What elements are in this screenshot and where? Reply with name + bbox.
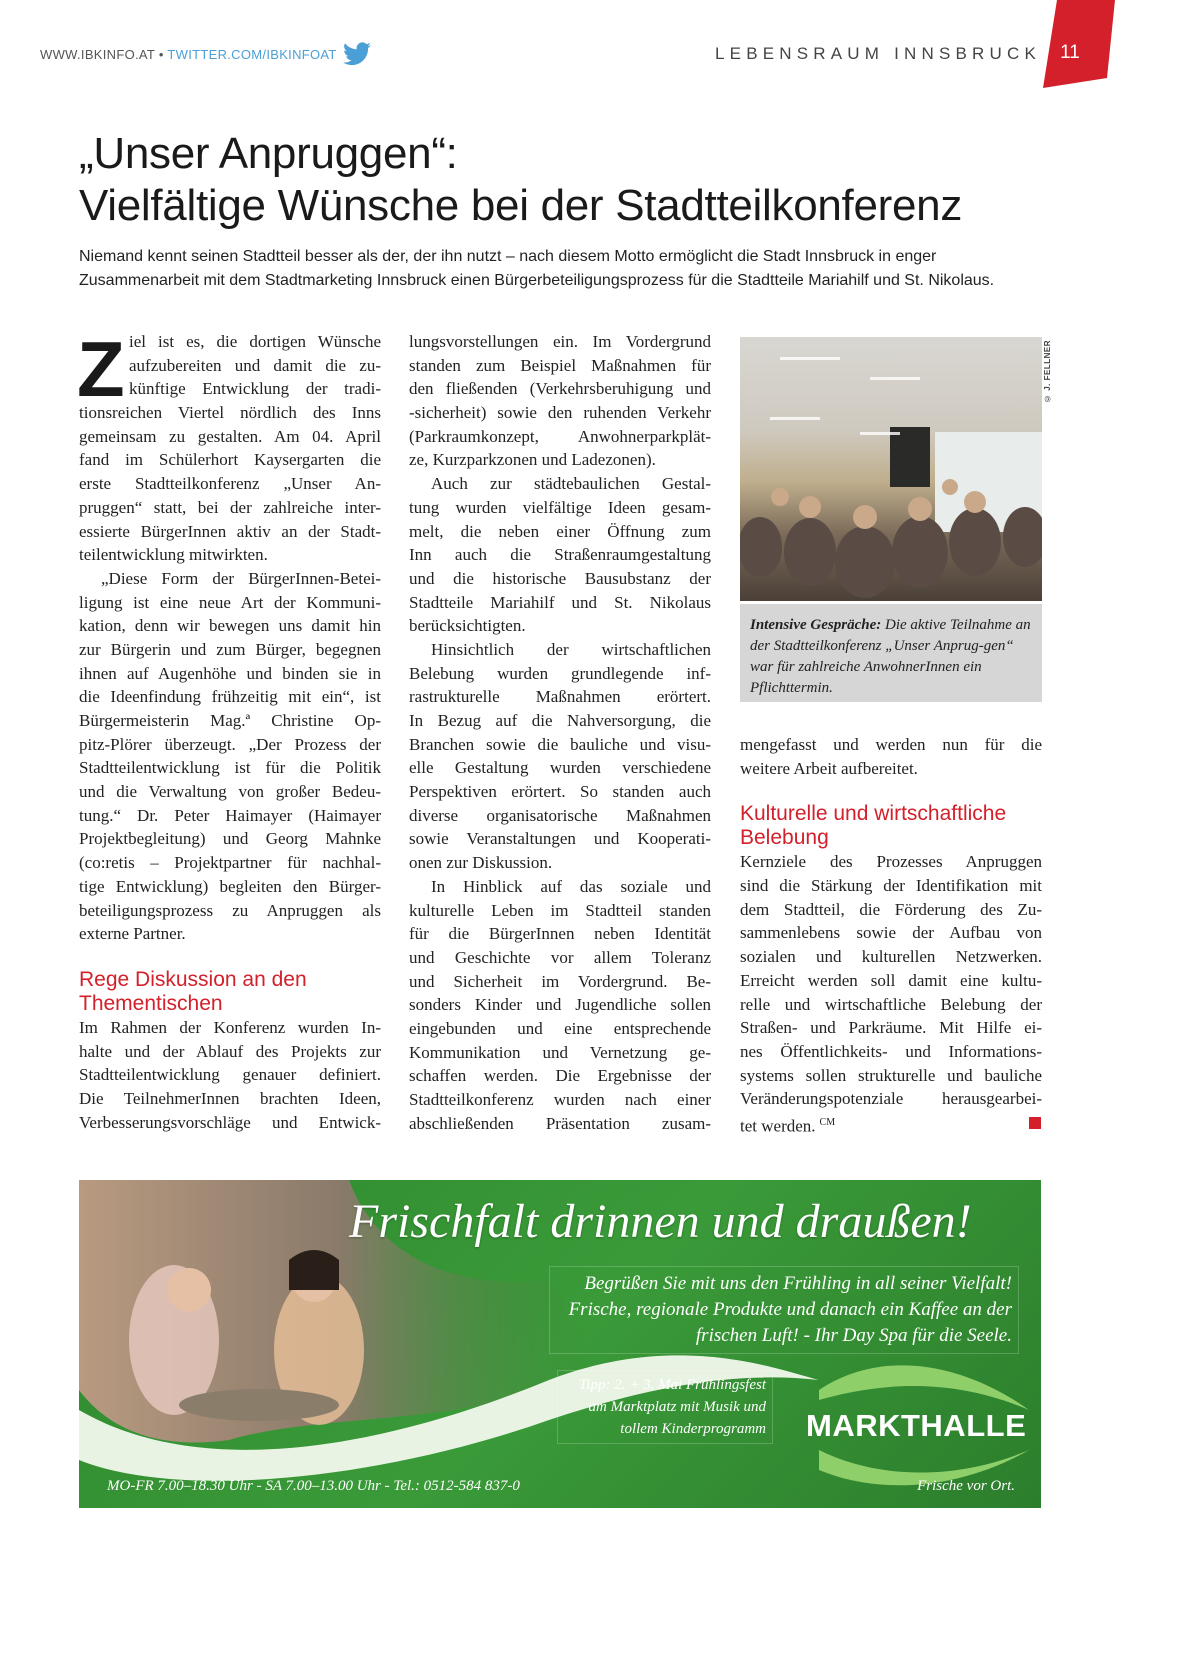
text-line: sonders Kinder und Jugendliche sollen [409,995,711,1015]
text-line: Erreicht werden soll damit eine kultu- [740,970,1042,990]
text-line: iel ist es, die dortigen Wünsche [129,332,381,351]
text-line: Branchen sowie die bauliche und visu- [409,734,711,754]
text-line: tung.“ Dr. Peter Haimayer (Haimayer [79,805,381,825]
text-line: weitere Arbeit aufbereitet. [740,758,918,778]
caption-text: Die aktive Teilnahme an der Stadtteilkonferenz „Unser Anprug-gen“ war für zahlreiche AnwohnerInnen ein Pflichttermin. [750,617,1031,696]
text-line: und Sicherheit im Vordergrund. Be- [409,971,711,991]
text-line: pruggen“ statt, bei der zahlreiche inter- [79,497,381,517]
text-line: künftige Entwicklung der tradi- [129,379,381,399]
text-line: tionsreichen Viertel nördlich des Inns [79,403,381,423]
drop-cap: Z [77,325,125,413]
text-line: Stadtteilkonferenz wurden nach einer [409,1090,711,1109]
lede: Niemand kennt seinen Stadtteil besser als der, der ihn nutzt – nach diesem Motto ermöglicht die Stadt Innsbruck in enger Zusammenarbeit mit dem Stadtmarketing Innsbruck einen Bürgerbeteiligungsprozess für die Stadtteile Mariahilf und St. Nikolaus. [79,248,995,289]
paragraph [77,325,381,567]
text-line: ligung ist eine neue Art der Kommuni- [79,592,381,612]
text-line: für die BürgerInnen neben Identität [409,924,711,944]
text-line: sammenlebens sowie der Aufbau von [740,923,1042,943]
text-line: Verbesserungsvorschläge und Entwick- [79,1112,381,1132]
text-line: Bürgermeisterin Mag.ª Christine Op- [79,711,381,730]
text-line: tung wurden vielfältige Ideen gesam- [409,497,711,517]
text-line: -sicherheit) sowie den ruhenden Verkehr [409,403,711,423]
text-line: externe Partner. [79,924,186,944]
text-line: sowie Veranstaltungen und Kooperati- [409,829,711,849]
text-line: pitz-Plörer überzeugt. „Der Prozess der [79,734,381,754]
paragraph [409,472,711,638]
text-line: lungsvorstellungen ein. Im Vordergrund [409,332,711,351]
subheading-line: Kulturelle und wirtschaftliche [740,802,1007,826]
text-line: Hinsichtlich der wirtschaftlichen [431,639,711,659]
text-line: Stadtteilentwicklung ist für die Politik [79,758,381,778]
text-line: Kommunikation und Vernetzung ge- [409,1042,711,1062]
text-line: beteiligungsprozess zu Anpruggen als [79,900,381,920]
conference-photo [740,337,1042,601]
text-line: Perspektiven erörtert. So standen auch [409,782,711,802]
text-line: rastrukturelle Maßnahmen erörtert. [409,687,711,707]
text-line: die Ideenfindung frühzeitig mit ein“, ist [79,687,381,707]
subheading-line: Belebung [740,826,829,850]
paragraph [79,567,381,946]
text-line: Veränderungspotenziale herausgearbei- [740,1089,1042,1109]
ad-opening-hours: MO-FR 7.00–18.30 Uhr - SA 7.00–13.00 Uhr - Tel.: 0512-584 837-0 [107,1478,520,1494]
text-line: abschließenden Präsentation zusam- [409,1113,711,1133]
text-line: schaffen werden. Die Ergebnisse der [409,1066,711,1086]
text-line: „Diese Form der BürgerInnen-Betei- [101,568,381,588]
text-line: diverse organisatorische Maßnahmen [409,805,711,825]
text-line: standen zum Beispiel Maßnahmen für [409,355,711,375]
text-line: sind die Stärkung der Identifikation mit [740,876,1042,896]
title-line-1: „Unser Anpruggen“: [79,129,458,178]
text-line: mengefasst und werden nun für die [740,735,1042,754]
text-line: tige Entwicklung) begleiten den Bürger- [79,876,381,896]
article-column-3 [740,733,1042,1135]
text-line: ihnen auf Augenhöhe und binden sie in [79,663,381,683]
text-line: Im Rahmen der Konferenz wurden In- [79,1017,381,1037]
text-line: halte und der Ablauf des Projekts zur [79,1041,381,1061]
separator: • [158,47,164,62]
markthalle-advertisement[interactable] [79,1180,1041,1508]
text-line: Die TeilnehmerInnen brachten Ideen, [79,1088,381,1108]
text-line: aufzubereiten und damit die zu- [129,355,381,375]
text-line: eingebunden und eine entsprechende [409,1018,711,1038]
title-line-2: Vielfältige Wünsche bei der Stadtteilkonferenz [79,181,963,230]
twitter-link[interactable]: TWITTER.COM/IBKINFOAT [167,47,337,62]
website-link[interactable]: WWW.IBKINFO.AT [40,47,155,62]
text-line: In Bezug auf die Nahversorgung, die [409,711,711,730]
text-line: Inn auch die Straßenraumgestaltung [409,545,711,565]
paragraph [409,330,711,472]
text-line: gemeinsam zu gestalten. Am 04. April [79,426,381,446]
text-line: (Parkraumkonzept, Anwohnerparkplät- [409,426,711,446]
text-line: kation, denn wir bewegen uns damit hin [79,616,381,636]
ad-headline: Frischfalt drinnen und draußen! [349,1195,972,1248]
text-line: und die historische Bausubstanz der [409,568,711,588]
caption-bold: Intensive Gespräche: [750,617,882,633]
end-mark [1029,1117,1041,1129]
text-line: erste Stadtteilkonferenz „Unser An- [79,474,381,494]
text-line: In Hinblick auf das soziale und [431,876,711,896]
paragraph [409,875,711,1136]
author-initials: CM [819,1116,836,1128]
text-line: dem Stadtteil, die Förderung des Zu- [740,899,1042,919]
text-line: fand im Schülerhort Kaysergarten die [79,450,381,470]
text-line: Belebung wurden grundlegende inf- [409,663,711,683]
text-line: sozialen und kulturellen Netzwerken. [740,947,1042,967]
paragraph [740,850,1042,1134]
text-line: nes Öffentlichkeits- und Informations- [740,1041,1042,1061]
photo-credit: © J. FELLNER [1043,340,1052,404]
text-line: Stadtteilentwicklung genauer definiert. [79,1065,381,1085]
ad-body: Begrüßen Sie mit uns den Frühling in all seiner Vielfalt! Frische, regionale Produkte und danach ein Kaffee an der frischen Luft! - Ihr Day Spa für die Seele. [549,1266,1019,1354]
article-column-2 [409,330,711,1135]
subheading-line: Rege Diskussion an den [79,967,307,991]
article-column-1 [77,325,381,1134]
page-title [79,128,962,232]
subheading-line: Thementischen [79,991,223,1015]
text-line: berücksichtigten. [409,616,526,636]
twitter-bird-icon [343,42,371,66]
markthalle-logo: MARKTHALLE [806,1408,1027,1443]
text-line: zur Bürgerin und zum Bürger, begegnen [79,639,381,659]
text-line: und Geschichte vor allem Toleranz [409,947,711,967]
header-links [40,47,337,62]
ad-slogan: Frische vor Ort. [917,1478,1015,1494]
paragraph [79,1016,381,1134]
text-line: Stadtteile Mariahilf und St. Nikolaus [409,592,711,612]
paragraph [740,733,1042,780]
text-line: Straßen- und Parkräume. Mit Hilfe ei- [740,1018,1042,1038]
text-line: und die Verwaltung von großer Bedeu- [79,782,381,802]
text-line: Projektbegleitung) und Georg Mahnke [79,829,381,849]
text-line: Auch zur städtebaulichen Gestal- [431,474,711,494]
text-line: Kernziele des Prozesses Anpruggen [740,852,1042,872]
text-line: onen zur Diskussion. [409,853,553,873]
text-line: den fließenden (Verkehrsberuhigung und [409,379,711,399]
text-line: ze, Kurzparkzonen und Ladezonen). [409,450,656,470]
text-line: essierte BürgerInnen aktiv an der Stadt- [79,521,381,541]
subheading [740,802,1042,850]
text-line: (co:retis – Projektpartner für nachhal- [79,853,381,873]
text-line: elle Gestaltung wurden verschiedene [409,758,711,778]
section-title: LEBENSRAUM INNSBRUCK [715,44,1041,63]
ad-tip: Tipp: 2. + 3. Mai Frühlingsfest am Marktplatz mit Musik und tollem Kinderprogramm [557,1370,773,1444]
text-line: tet werden. $^{CM}$ [740,1116,836,1136]
text-line: teilentwicklung mitwirkten. [79,545,268,565]
photo-caption [740,604,1042,702]
paragraph [409,638,711,875]
text-line: relle und wirtschaftliche Belebung der [740,994,1042,1014]
subheading [79,968,381,1016]
text-line: systems sollen strukturelle und bauliche [740,1065,1042,1085]
text-line: melt, die neben einer Öffnung zum [409,521,711,541]
page-number: 11 [1060,42,1080,63]
photo-illustration [740,337,1042,601]
text-line: kulturelle Leben im Stadtteil standen [409,900,711,920]
